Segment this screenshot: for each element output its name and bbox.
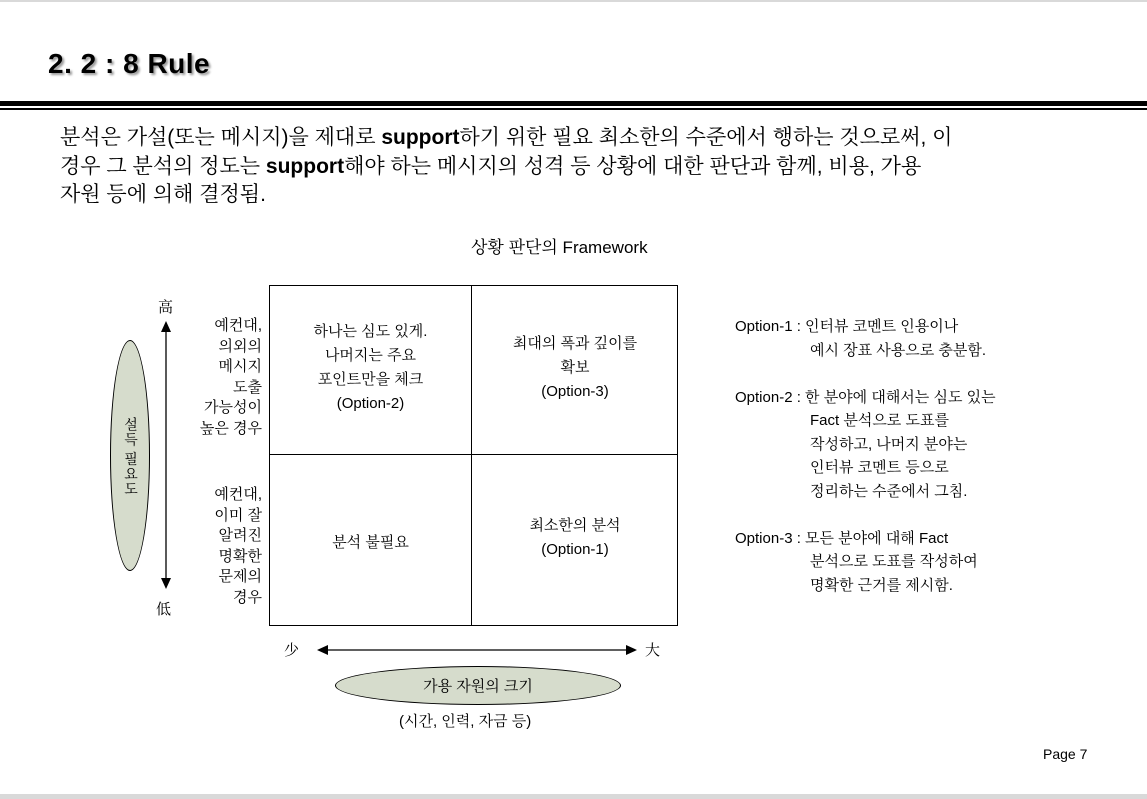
intro-paragraph — [60, 124, 1120, 210]
intro-text: 분석은 가설(또는 메시지)을 제대로 — [60, 126, 382, 149]
x-axis-note: (시간, 인력, 자금 등) — [399, 713, 532, 730]
page-title: 2. 2 : 8 Rule — [48, 48, 211, 79]
option-line: 인터뷰 코멘트 등으로 — [810, 459, 949, 476]
row-label-line: 예컨대, — [214, 317, 262, 334]
cell-line: 최대의 폭과 깊이를 — [512, 335, 638, 352]
row-label-line: 높은 경우 — [199, 419, 262, 437]
cell-line: (Option-1) — [541, 541, 609, 558]
y-axis-high-label: 高 — [158, 299, 174, 316]
matrix-cell-top-left — [270, 320, 471, 416]
row-label-line: 경우 — [233, 588, 262, 606]
options-list — [735, 315, 996, 621]
cell-line: 최소한의 분석 — [529, 517, 621, 534]
cell-line: 분석 불필요 — [332, 534, 409, 551]
cell-line: 하나는 심도 있게. — [313, 323, 428, 340]
x-axis-title: 가용 자원의 크기 — [423, 678, 533, 695]
x-axis-high-label: 大 — [645, 642, 661, 659]
title-rule-thin — [0, 108, 1147, 110]
cell-line: (Option-2) — [336, 395, 405, 412]
option-1 — [735, 315, 996, 362]
y-axis-title: 설득 필요도 — [123, 416, 139, 497]
intro-keyword: support — [265, 154, 345, 178]
intro-keyword: support — [381, 126, 460, 149]
intro-line-1 — [60, 124, 1120, 153]
framework-matrix — [269, 285, 678, 626]
bottom-border — [0, 794, 1147, 799]
option-line: 분석으로 도표를 작성하여 — [810, 553, 978, 570]
intro-text: 경우 그 분석의 정도는 — [60, 154, 266, 178]
row-label-line: 이미 잘 — [214, 506, 262, 524]
cell-line: 포인트만을 체크 — [317, 371, 424, 388]
option-line: 정리하는 수준에서 그침. — [810, 482, 968, 500]
matrix-cell-bottom-right — [472, 514, 678, 562]
row-label-low — [180, 485, 262, 608]
option-2 — [735, 386, 996, 504]
intro-text: 하기 위한 필요 최소한의 수준에서 행하는 것으로써, 이 — [459, 126, 953, 149]
intro-line-3: 자원 등에 의해 결정됨. — [60, 183, 266, 206]
x-axis-low-label: 少 — [284, 642, 300, 659]
row-label-line: 메시지 — [218, 358, 262, 375]
row-label-line: 가능성이 — [204, 399, 262, 416]
cell-line: (Option-3) — [541, 383, 609, 400]
option-line: Option-1 : 인터뷰 코멘트 인용이나 — [735, 318, 959, 335]
row-label-high — [180, 316, 262, 439]
matrix-cell-bottom-left — [270, 531, 471, 555]
title-rule-thick — [0, 101, 1147, 106]
row-label-line: 예컨대, — [214, 486, 262, 503]
row-label-line: 알려진 — [218, 527, 262, 544]
cell-line: 확보 — [560, 359, 590, 376]
cell-line: 나머지는 주요 — [324, 347, 417, 364]
row-label-line: 명확한 — [218, 547, 262, 565]
option-line: 명확한 근거를 제시함. — [810, 576, 953, 594]
option-3 — [735, 527, 996, 598]
intro-line-2 — [60, 153, 1120, 182]
y-axis-arrow — [161, 321, 171, 589]
y-axis-low-label: 低 — [156, 601, 172, 618]
option-line: 예시 장표 사용으로 충분함. — [810, 341, 987, 359]
row-label-line: 도출 — [233, 378, 262, 396]
matrix-cell-top-right — [472, 332, 678, 404]
row-label-line: 문제의 — [218, 568, 262, 585]
persuasion-need-ellipse — [110, 340, 150, 571]
option-line: 작성하고, 나머지 분야는 — [810, 435, 968, 453]
framework-title-text: 상황 판단의 Framework — [471, 238, 648, 257]
matrix-divider-horizontal — [270, 454, 677, 455]
intro-text: 해야 하는 메시지의 성격 등 상황에 대한 판단과 함께, 비용, 가용 — [344, 154, 922, 178]
top-border — [0, 0, 1147, 2]
option-line: Option-3 : 모든 분야에 대해 Fact — [735, 529, 949, 547]
option-line: Option-2 : 한 분야에 대해서는 심도 있는 — [735, 388, 996, 406]
option-line: Fact 분석으로 도표를 — [810, 412, 949, 429]
row-label-line: 의외의 — [218, 337, 262, 355]
x-axis-arrow — [317, 645, 637, 655]
available-resources-ellipse — [335, 666, 621, 705]
page-number: Page 7 — [1043, 746, 1088, 762]
